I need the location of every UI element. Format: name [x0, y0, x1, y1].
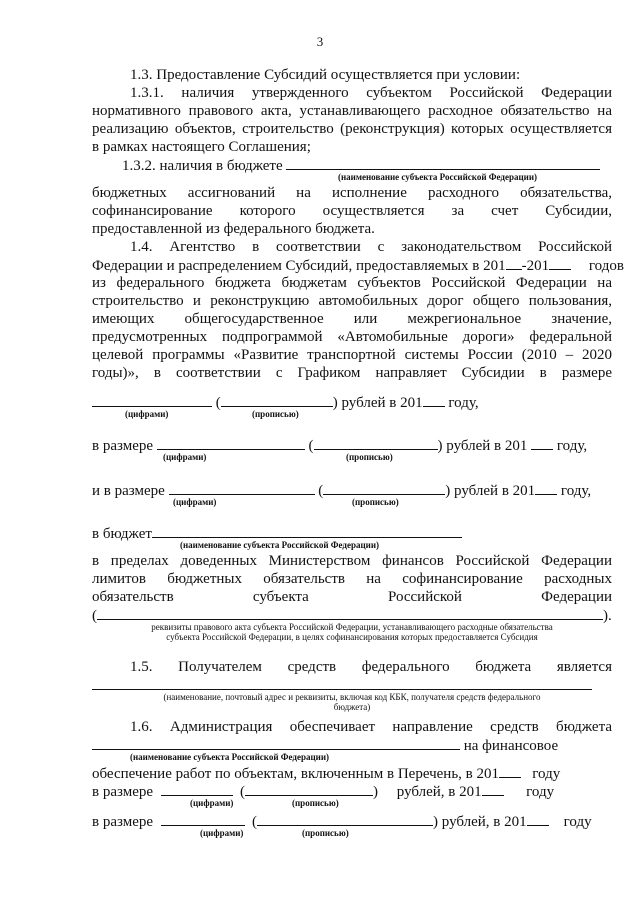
- text-line: нормативного правового акта, устанавливающего расходное обязательство на: [92, 103, 612, 119]
- caption-digits: (цифрами): [163, 452, 207, 462]
- text-line: предоставленной из федерального бюджета.: [92, 221, 375, 237]
- text-line: софинансирование которого осуществляется за счет Субсидии,: [92, 203, 612, 219]
- caption-subject: (наименование субъекта Российской Федерации): [338, 172, 538, 182]
- caption-subject: (наименование субъекта Российской Федерации): [130, 752, 330, 762]
- page-number: 3: [316, 34, 324, 49]
- text-line: 1.3. Предоставление Субсидий осуществляется при условии:: [130, 67, 521, 83]
- text-line: 1.3.2. наличия в бюджете: [122, 156, 640, 175]
- caption-recipient: (наименование, почтовый адрес и реквизиты, включая код КБК, получателя средств федерального: [163, 692, 541, 702]
- text-line: 1.3.1. наличия утвержденного субъектом Российской Федерации: [130, 85, 612, 101]
- caption-digits: (цифрами): [173, 497, 217, 507]
- text-line: на финансовое: [92, 736, 612, 755]
- caption-words: (прописью): [302, 828, 349, 838]
- text-line: обязательств субъекта Российской Федерации: [92, 589, 612, 605]
- budget-line: в бюджет: [92, 524, 612, 543]
- text-line: в рамках настоящего Соглашения;: [92, 139, 311, 155]
- caption-requisites: реквизиты правового акта субъекта Российской Федерации, устанавливающего расходные обязательства: [151, 622, 553, 632]
- caption-recipient: бюджета): [333, 702, 371, 712]
- text-line: предусмотренных подпрограммой «Автомобильные дороги» федеральной: [92, 329, 612, 345]
- caption-words: (прописью): [352, 497, 399, 507]
- caption-words: (прописью): [252, 409, 299, 419]
- amount-line: в размере ( ) рублей, в 201 году: [92, 814, 592, 830]
- text-line: обеспечение работ по объектам, включенным в Перечень, в 201 году: [92, 766, 561, 782]
- caption-requisites: субъекта Российской Федерации, в целях софинансирования которых предоставляется Субсидия: [166, 632, 538, 642]
- caption-digits: (цифрами): [190, 798, 234, 808]
- text-line: Федерации и распределением Субсидий, предоставляемых в 201 -201 годов: [92, 258, 624, 274]
- caption-subject: (наименование субъекта Российской Федерации): [180, 540, 380, 550]
- caption-digits: (цифрами): [200, 828, 244, 838]
- amount-line: в размере ( ) рублей в 201 году,: [92, 438, 588, 454]
- text-line: строительство и реконструкцию автомобильных дорог общего пользования,: [92, 293, 612, 309]
- amount-line: и в размере ( ) рублей в 201 году,: [92, 483, 592, 499]
- text-line: имеющих общегосударственное или межрегиональное значение,: [92, 311, 612, 327]
- text-line: реализацию объектов, строительство (реконструкция) которых осуществляется: [92, 121, 612, 137]
- text-line: бюджетных ассигнований на исполнение расходного обязательства,: [92, 185, 612, 201]
- requisites-line: ( ).: [92, 608, 612, 624]
- amount-line: ( ) рублей в 201 году,: [92, 393, 612, 412]
- text-line: в пределах доведенных Министерством финансов Российской Федерации: [92, 553, 612, 569]
- caption-digits: (цифрами): [125, 409, 169, 419]
- text-line: 1.5. Получателем средств федерального бюджета является: [130, 659, 612, 675]
- caption-words: (прописью): [346, 452, 393, 462]
- caption-words: (прописью): [292, 798, 339, 808]
- text-line: 1.4. Агентство в соответствии с законодательством Российской: [130, 239, 612, 255]
- text-line: годы)», в соответствии с Графиком направляет Субсидии в размере: [92, 365, 612, 381]
- text-line: из федерального бюджета бюджетам субъектов Российской Федерации на: [92, 275, 612, 291]
- text-line: целевой программы «Развитие транспортной системы России (2010 – 2020: [92, 347, 612, 363]
- text-line: лимитов бюджетных обязательств на софинансирование расходных: [92, 571, 612, 587]
- text-line: 1.6. Администрация обеспечивает направление средств бюджета: [130, 719, 612, 735]
- amount-line: в размере ( ) рублей, в 201 году: [92, 784, 555, 800]
